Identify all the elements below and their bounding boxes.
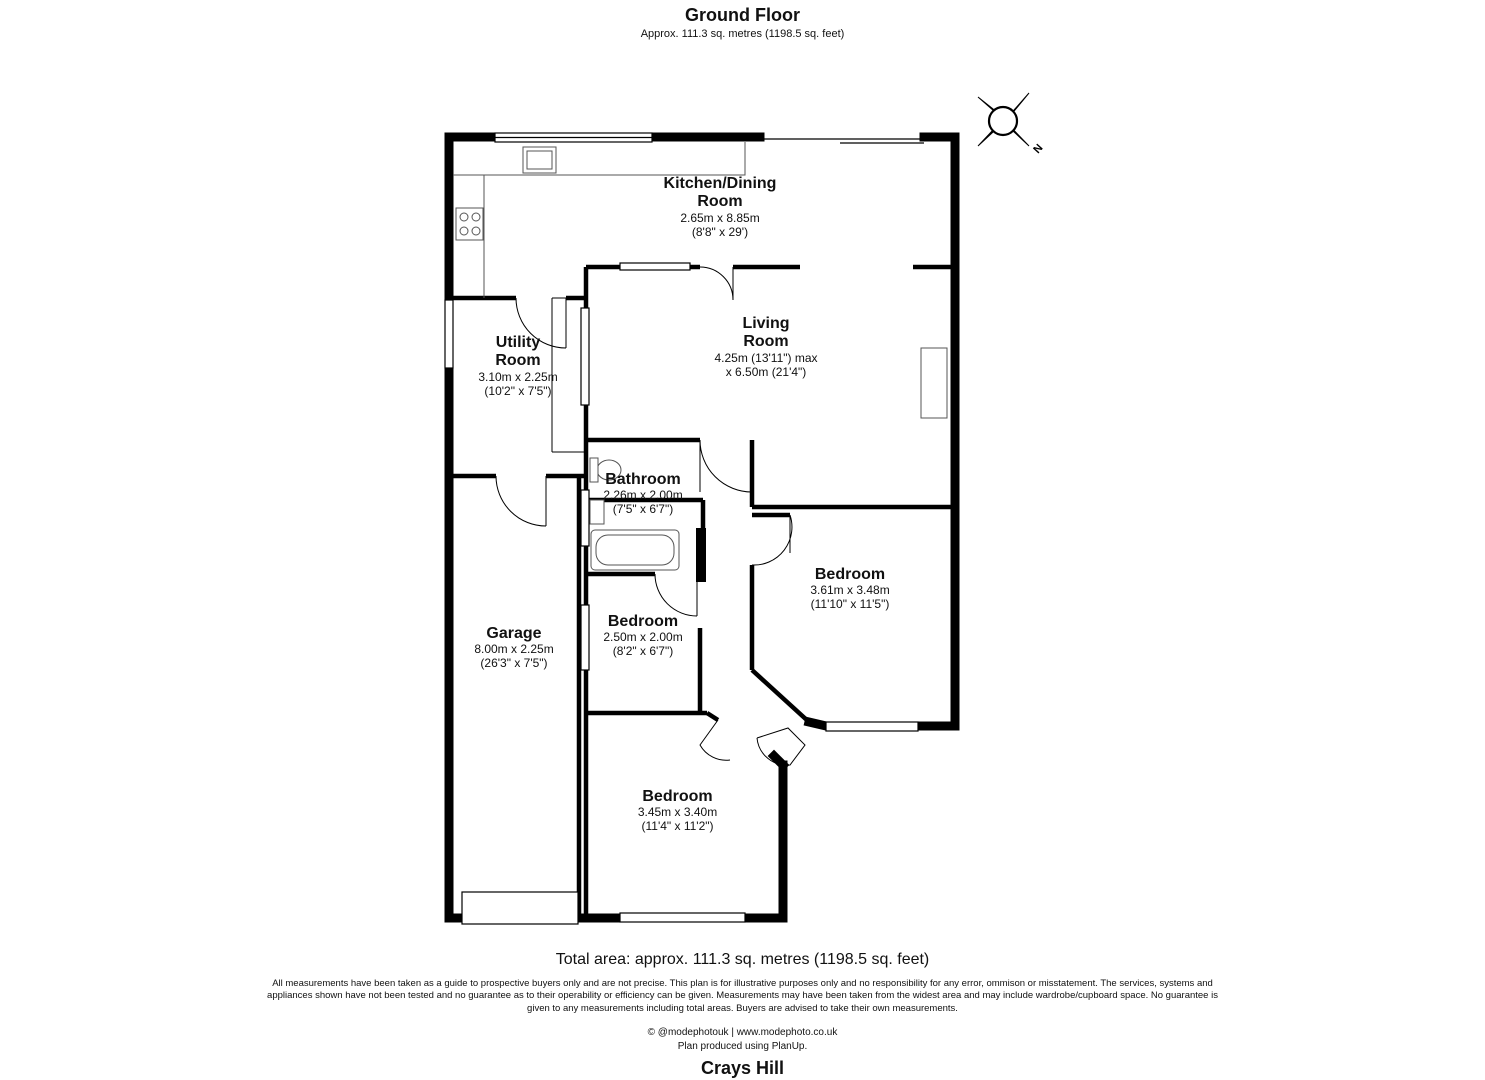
- room-name: Bathroom: [605, 471, 681, 488]
- room-name: Living Room: [742, 315, 790, 351]
- credits: [0, 1026, 1485, 1053]
- room-dimensions: 3.10m x 2.25m (10'2" x 7'5"): [478, 369, 558, 398]
- room-kitchen-dining: [620, 175, 820, 239]
- room-name: Utility Room: [495, 334, 541, 370]
- room-bathroom: [586, 471, 700, 517]
- room-name: Bedroom: [607, 613, 679, 630]
- room-bedroom-small: [588, 613, 698, 659]
- room-bedroom-east: [770, 566, 930, 612]
- room-name: Garage: [486, 625, 542, 642]
- room-dimensions: 2.65m x 8.85m (8'8" x 29'): [680, 210, 760, 239]
- disclaimer-text: All measurements have been taken as a guide to prospective buyers only and are not precise. This plan is for illustrative purposes only and no responsibility for any error, ommison or misstatement. The services, systems and appliances shown have not been tested and no guarantee as to their operability or efficiency can be given. Measurements may have been taken from the widest area and may include wardrobe/cupboard space. No guarantee is given to any measurements including total areas. Buyers are advised to take their own measurements.: [267, 978, 1218, 1014]
- floor-area-subtitle: Approx. 111.3 sq. metres (1198.5 sq. feet): [640, 28, 845, 40]
- room-dimensions: 2.26m x 2.00m (7'5" x 6'7"): [603, 488, 683, 517]
- room-living: [666, 315, 866, 379]
- room-dimensions: 2.50m x 2.00m (8'2" x 6'7"): [603, 630, 683, 659]
- compass-rose-icon: [978, 93, 1029, 146]
- room-dimensions: 4.25m (13'11") max x 6.50m (21'4"): [714, 350, 818, 379]
- property-name: Crays Hill: [700, 1058, 785, 1078]
- airing-cupboard: [696, 528, 706, 582]
- compass-north-label: N: [1031, 142, 1046, 157]
- credit-line-planup: Plan produced using PlanUp.: [677, 1040, 808, 1052]
- room-bedroom-south: [600, 788, 755, 834]
- room-dimensions: 3.61m x 3.48m (11'10" x 11'5"): [810, 583, 890, 612]
- room-name: Bedroom: [642, 788, 713, 805]
- room-name: Bedroom: [814, 566, 886, 583]
- room-dimensions: 8.00m x 2.25m (26'3" x 7'5"): [474, 642, 554, 671]
- garage-door: [462, 892, 578, 924]
- room-garage: [455, 625, 573, 671]
- floor-title: Ground Floor: [685, 5, 800, 25]
- total-area: Total area: approx. 111.3 sq. metres (1198.5 sq. feet): [555, 951, 930, 968]
- room-dimensions: 3.45m x 3.40m (11'4" x 11'2"): [637, 805, 718, 834]
- credit-line-website: © @modephotouk | www.modephoto.co.uk: [647, 1027, 838, 1038]
- room-name: Kitchen/Dining Room: [663, 175, 777, 211]
- room-utility: [458, 334, 578, 398]
